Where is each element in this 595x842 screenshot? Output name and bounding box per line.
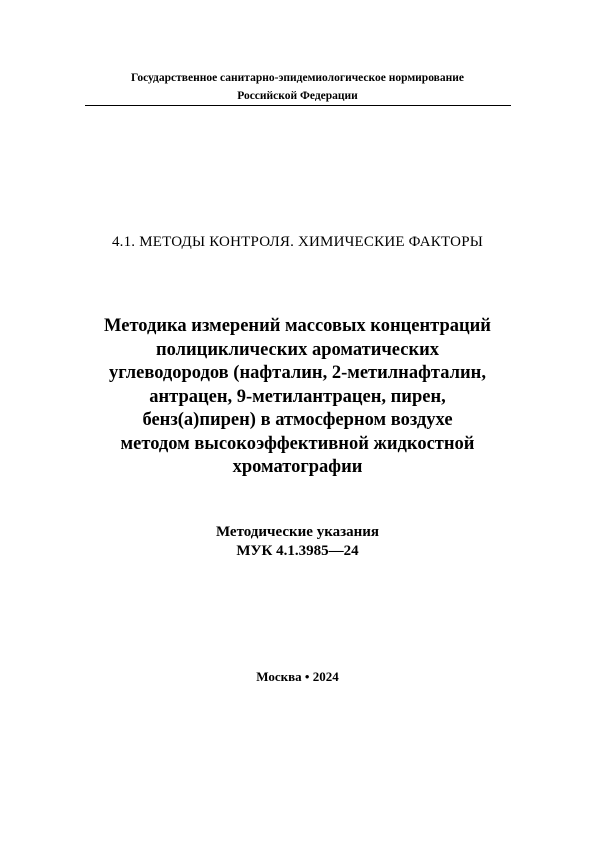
title-line: методом высокоэффективной жидкостной <box>120 433 475 454</box>
authority-line-2: Российской Федерации <box>237 90 358 102</box>
title-line: бенз(а)пирен) в атмосферном воздухе <box>142 410 453 430</box>
document-title <box>40 315 555 480</box>
title-line: хроматографии <box>232 457 363 477</box>
document-code: МУК 4.1.3985—24 <box>236 543 359 559</box>
section-heading: 4.1. МЕТОДЫ КОНТРОЛЯ. ХИМИЧЕСКИЕ ФАКТОРЫ <box>111 234 484 250</box>
authority-line-1: Государственное санитарно-эпидемиологическое нормирование <box>131 72 464 84</box>
title-line: Методика измерений массовых концентраций <box>104 316 491 336</box>
document-kind: Методические указания <box>215 524 380 540</box>
header-divider-line <box>85 105 511 106</box>
title-line: антрацен, 9-метилантрацен, пирен, <box>149 386 446 407</box>
place-and-year: Москва • 2024 <box>256 669 339 684</box>
document-type-block <box>0 523 595 561</box>
title-line: углеводородов (нафталин, 2-метилнафталин, <box>109 363 486 383</box>
issuing-authority-header <box>0 69 595 105</box>
title-line: полициклических ароматических <box>155 339 440 360</box>
